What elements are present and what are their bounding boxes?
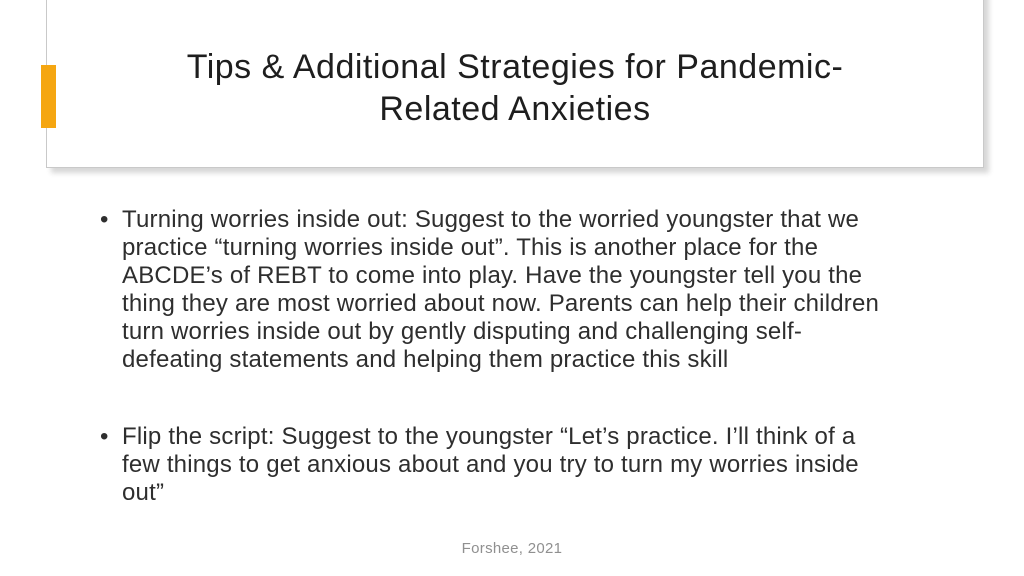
bullet-line: ABCDE’s of REBT to come into play. Have the youngster tell you the: [122, 262, 863, 289]
bullet-item-turning-worries: [100, 206, 960, 374]
page-title: [46, 46, 984, 130]
bullet-line: few things to get anxious about and you try to turn my worries inside: [122, 451, 859, 478]
slide-body: [100, 206, 960, 507]
bullet-marker: •: [100, 206, 109, 233]
page-title-line-1: Tips & Additional Strategies for Pandemic-: [186, 48, 844, 86]
bullet-marker: •: [100, 423, 109, 450]
bullet-line: defeating statements and helping them practice this skill: [122, 346, 729, 373]
bullet-line: out”: [122, 479, 165, 506]
bullet-line: Turning worries inside out: Suggest to the worried youngster that we: [122, 206, 860, 233]
accent-bar: [41, 65, 56, 128]
bullet-line: thing they are most worried about now. Parents can help their children: [122, 290, 880, 317]
bullet-line: practice “turning worries inside out”. This is another place for the: [122, 234, 819, 261]
page-title-line-2: Related Anxieties: [379, 90, 651, 128]
bullet-line: turn worries inside out by gently disputing and challenging self-: [122, 318, 803, 345]
footer-citation: Forshee, 2021: [461, 540, 563, 557]
bullet-text: [122, 206, 960, 374]
bullet-item-flip-the-script: [100, 423, 960, 507]
bullet-line: Flip the script: Suggest to the youngster “Let’s practice. I’ll think of a: [122, 423, 856, 450]
bullet-text: [122, 423, 960, 507]
